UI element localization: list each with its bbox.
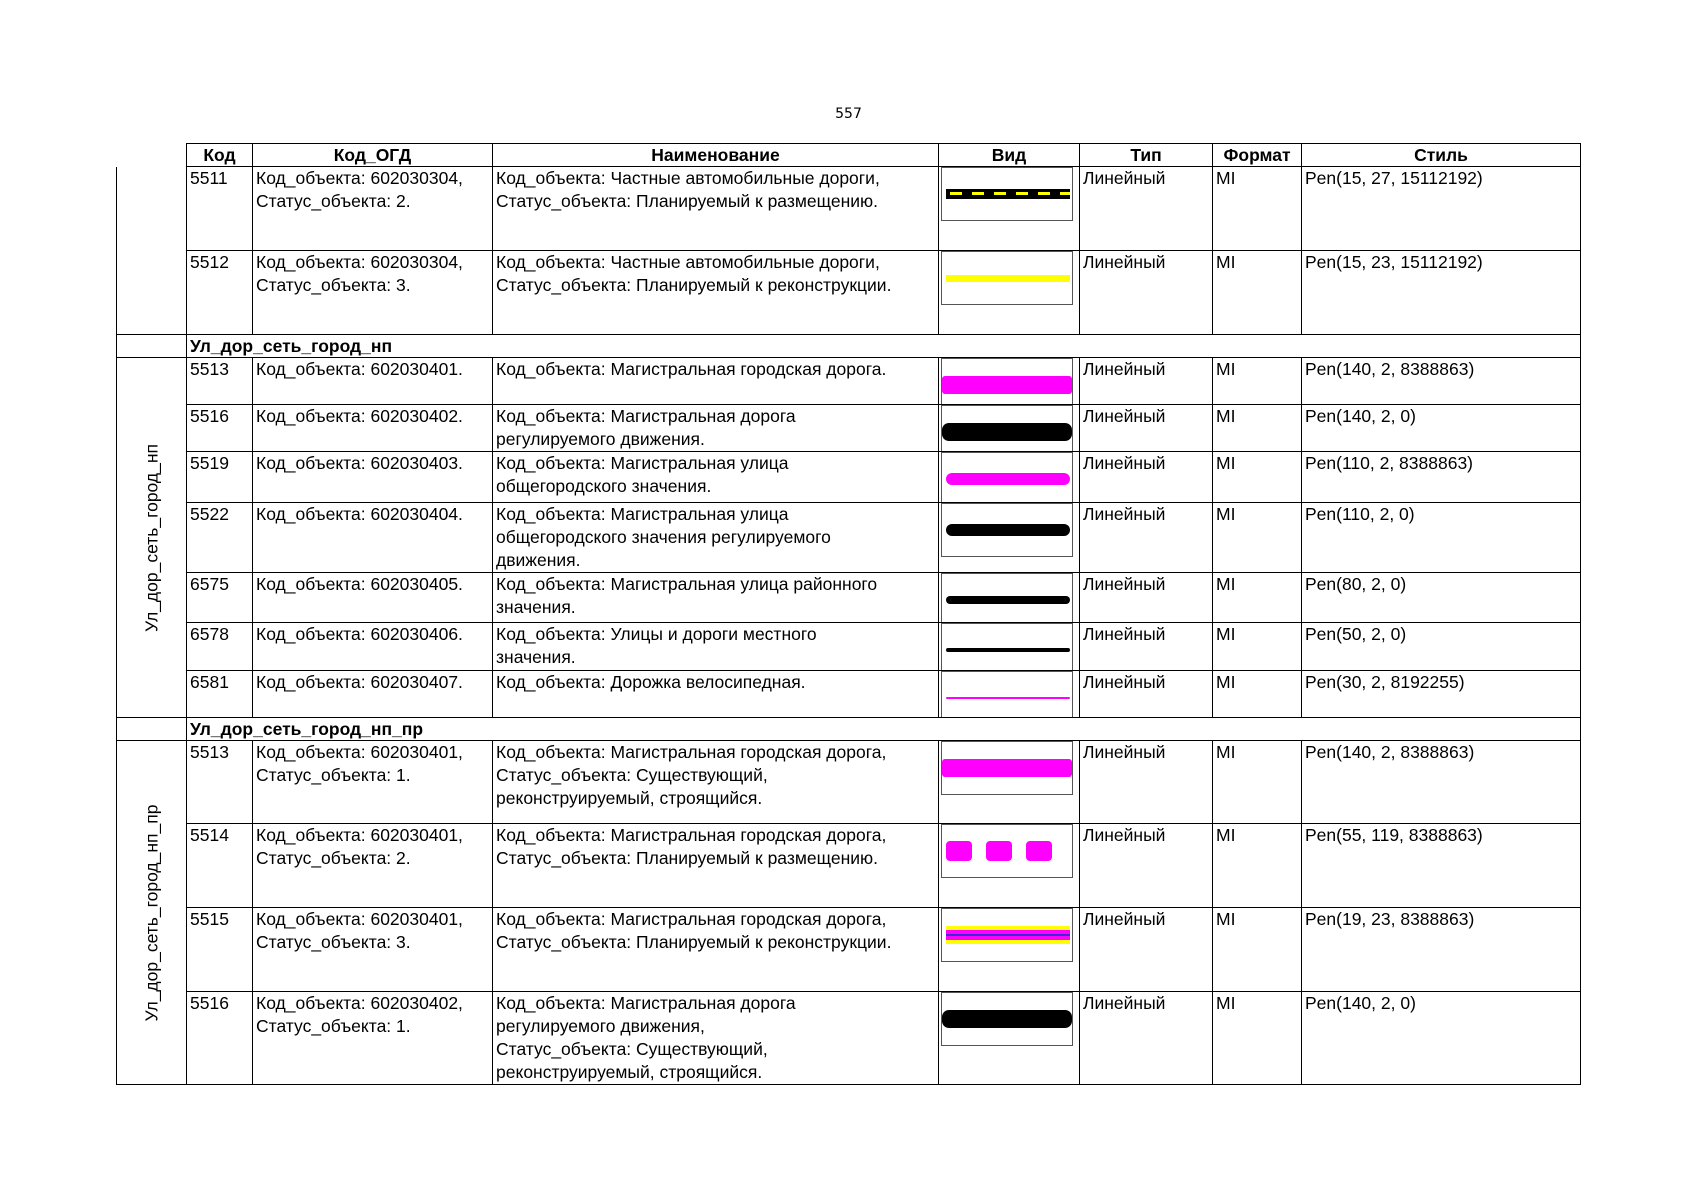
cell-ogd: Код_объекта: 602030401, Статус_объекта: 2. [253, 824, 493, 908]
cell-ogd: Код_объекта: 602030407. [253, 671, 493, 718]
line-style-swatch [941, 452, 1073, 503]
cell-style: Pen(80, 2, 0) [1302, 573, 1581, 623]
group-side-label-text: Ул_дор_сеть_город_нп [141, 443, 161, 632]
cell-ogd: Код_объекта: 602030401, Статус_объекта: 1. [253, 741, 493, 824]
line-style-swatch [941, 167, 1073, 221]
cell-code: 5512 [187, 251, 253, 335]
cell-code: 6581 [187, 671, 253, 718]
cell-name: Код_объекта: Магистральная городская дорога, Статус_объекта: Существующий, реконструируемый, строящийся. [493, 741, 939, 824]
cell-code: 5519 [187, 452, 253, 503]
group-side-label [117, 741, 187, 1085]
cell-ogd: Код_объекта: 602030406. [253, 623, 493, 671]
cell-name: Код_объекта: Улицы и дороги местного значения. [493, 623, 939, 671]
cell-type: Линейный [1080, 405, 1213, 452]
cell-type: Линейный [1080, 573, 1213, 623]
line-style-swatch [941, 824, 1073, 878]
cell-format: MI [1213, 908, 1302, 992]
cell-ogd: Код_объекта: 602030401, Статус_объекта: 3. [253, 908, 493, 992]
cell-name: Код_объекта: Магистральная улица районного значения. [493, 573, 939, 623]
table-row [117, 741, 1581, 824]
cell-format: MI [1213, 358, 1302, 405]
group-title-blank [117, 718, 187, 741]
cell-ogd: Код_объекта: 602030404. [253, 503, 493, 573]
line-style-swatch [941, 671, 1073, 718]
cell-type: Линейный [1080, 824, 1213, 908]
cell-view [939, 251, 1080, 335]
col-header-ogd: Код_ОГД [253, 144, 493, 167]
group-side-label-text: Ул_дор_сеть_город_нп_пр [141, 804, 161, 1021]
header-blank [117, 144, 187, 167]
line-style-swatch [941, 405, 1073, 452]
legend-table-wrap [116, 143, 1580, 1141]
swatch-stroke [946, 934, 1070, 936]
line-style-swatch [941, 992, 1073, 1046]
cell-style: Pen(140, 2, 0) [1302, 405, 1581, 452]
cell-name: Код_объекта: Магистральная улица общегородского значения. [493, 452, 939, 503]
table-row [117, 573, 1581, 623]
cell-type: Линейный [1080, 741, 1213, 824]
legend-table [116, 143, 1581, 1085]
table-row [117, 623, 1581, 671]
cell-type: Линейный [1080, 671, 1213, 718]
swatch-stroke [946, 648, 1070, 652]
table-row [117, 671, 1581, 718]
group-title-blank [117, 335, 187, 358]
cell-type: Линейный [1080, 167, 1213, 251]
swatch-stroke [946, 189, 1070, 199]
table-row [117, 503, 1581, 573]
table-row [117, 167, 1581, 251]
cell-view [939, 741, 1080, 824]
line-style-swatch [941, 741, 1073, 795]
table-row [117, 358, 1581, 405]
col-header-type: Тип [1080, 144, 1213, 167]
swatch-stroke [942, 423, 1072, 441]
group-title-row [117, 718, 1581, 741]
page-number: 557 [835, 106, 862, 122]
cell-format: MI [1213, 741, 1302, 824]
cell-view [939, 908, 1080, 992]
swatch-stroke [946, 841, 972, 861]
table-row [117, 908, 1581, 992]
cell-code: 5516 [187, 405, 253, 452]
cell-style: Pen(110, 2, 8388863) [1302, 452, 1581, 503]
cell-view [939, 167, 1080, 251]
cell-format: MI [1213, 992, 1302, 1085]
cell-code: 5513 [187, 358, 253, 405]
cell-style: Pen(50, 2, 0) [1302, 623, 1581, 671]
cell-view [939, 623, 1080, 671]
swatch-stroke [946, 473, 1070, 485]
cell-code: 5516 [187, 992, 253, 1085]
cell-name: Код_объекта: Частные автомобильные дороги, Статус_объекта: Планируемый к реконструкции. [493, 251, 939, 335]
cell-style: Pen(55, 119, 8388863) [1302, 824, 1581, 908]
cell-style: Pen(140, 2, 8388863) [1302, 741, 1581, 824]
cell-format: MI [1213, 671, 1302, 718]
cell-format: MI [1213, 167, 1302, 251]
swatch-stroke [942, 759, 1072, 777]
cell-name: Код_объекта: Магистральная дорога регулируемого движения. [493, 405, 939, 452]
group-side-label [117, 358, 187, 718]
swatch-stroke [946, 596, 1070, 604]
cell-view [939, 358, 1080, 405]
cell-type: Линейный [1080, 992, 1213, 1085]
line-style-swatch [941, 908, 1073, 962]
cell-style: Pen(140, 2, 8388863) [1302, 358, 1581, 405]
cell-name: Код_объекта: Магистральная дорога регулируемого движения, Статус_объекта: Существующий, реконструируемый, строящийся. [493, 992, 939, 1085]
cell-type: Линейный [1080, 251, 1213, 335]
cell-view [939, 452, 1080, 503]
cell-view [939, 992, 1080, 1085]
col-header-view: Вид [939, 144, 1080, 167]
table-row [117, 992, 1581, 1085]
cell-name: Код_объекта: Магистральная улица общегородского значения регулируемого движения. [493, 503, 939, 573]
table-row [117, 251, 1581, 335]
header-row [117, 144, 1581, 167]
line-style-swatch [941, 358, 1073, 405]
cell-style: Pen(15, 23, 15112192) [1302, 251, 1581, 335]
swatch-stroke [942, 376, 1072, 394]
cell-type: Линейный [1080, 623, 1213, 671]
cell-name: Код_объекта: Магистральная городская дорога, Статус_объекта: Планируемый к реконструкции. [493, 908, 939, 992]
legend-table-body [117, 167, 1581, 1085]
cell-type: Линейный [1080, 908, 1213, 992]
cell-type: Линейный [1080, 358, 1213, 405]
cell-type: Линейный [1080, 503, 1213, 573]
cell-style: Pen(30, 2, 8192255) [1302, 671, 1581, 718]
col-header-code: Код [187, 144, 253, 167]
cell-code: 5522 [187, 503, 253, 573]
cell-code: 5515 [187, 908, 253, 992]
cell-code: 6578 [187, 623, 253, 671]
cell-format: MI [1213, 452, 1302, 503]
cell-view [939, 573, 1080, 623]
table-row [117, 452, 1581, 503]
cell-ogd: Код_объекта: 602030402, Статус_объекта: 1. [253, 992, 493, 1085]
group-title: Ул_дор_сеть_город_нп [187, 335, 1581, 358]
cell-view [939, 503, 1080, 573]
cell-style: Pen(140, 2, 0) [1302, 992, 1581, 1085]
cell-code: 5514 [187, 824, 253, 908]
table-row [117, 405, 1581, 452]
cell-ogd: Код_объекта: 602030304, Статус_объекта: 2. [253, 167, 493, 251]
cell-name: Код_объекта: Дорожка велосипедная. [493, 671, 939, 718]
cell-ogd: Код_объекта: 602030401. [253, 358, 493, 405]
swatch-stroke [946, 697, 1070, 699]
cell-style: Pen(110, 2, 0) [1302, 503, 1581, 573]
swatch-stroke [942, 1010, 1072, 1028]
cell-style: Pen(19, 23, 8388863) [1302, 908, 1581, 992]
line-style-swatch [941, 623, 1073, 671]
group-side-blank [117, 167, 187, 335]
cell-view [939, 824, 1080, 908]
cell-format: MI [1213, 573, 1302, 623]
col-header-format: Формат [1213, 144, 1302, 167]
cell-name: Код_объекта: Частные автомобильные дороги, Статус_объекта: Планируемый к размещению. [493, 167, 939, 251]
group-title: Ул_дор_сеть_город_нп_пр [187, 718, 1581, 741]
swatch-stroke [986, 841, 1012, 861]
cell-ogd: Код_объекта: 602030405. [253, 573, 493, 623]
group-title-row [117, 335, 1581, 358]
cell-format: MI [1213, 623, 1302, 671]
swatch-stroke [946, 524, 1070, 536]
cell-name: Код_объекта: Магистральная городская дорога, Статус_объекта: Планируемый к размещению. [493, 824, 939, 908]
cell-ogd: Код_объекта: 602030402. [253, 405, 493, 452]
cell-ogd: Код_объекта: 602030403. [253, 452, 493, 503]
cell-format: MI [1213, 503, 1302, 573]
line-style-swatch [941, 573, 1073, 623]
cell-format: MI [1213, 251, 1302, 335]
cell-style: Pen(15, 27, 15112192) [1302, 167, 1581, 251]
cell-view [939, 671, 1080, 718]
swatch-stroke [946, 275, 1070, 282]
cell-code: 5513 [187, 741, 253, 824]
table-row [117, 824, 1581, 908]
cell-type: Линейный [1080, 452, 1213, 503]
cell-view [939, 405, 1080, 452]
cell-name: Код_объекта: Магистральная городская дорога. [493, 358, 939, 405]
cell-code: 5511 [187, 167, 253, 251]
cell-ogd: Код_объекта: 602030304, Статус_объекта: 3. [253, 251, 493, 335]
col-header-name: Наименование [493, 144, 939, 167]
swatch-stroke [1026, 841, 1052, 861]
col-header-style: Стиль [1302, 144, 1581, 167]
line-style-swatch [941, 503, 1073, 557]
cell-format: MI [1213, 824, 1302, 908]
cell-format: MI [1213, 405, 1302, 452]
cell-code: 6575 [187, 573, 253, 623]
line-style-swatch [941, 251, 1073, 305]
